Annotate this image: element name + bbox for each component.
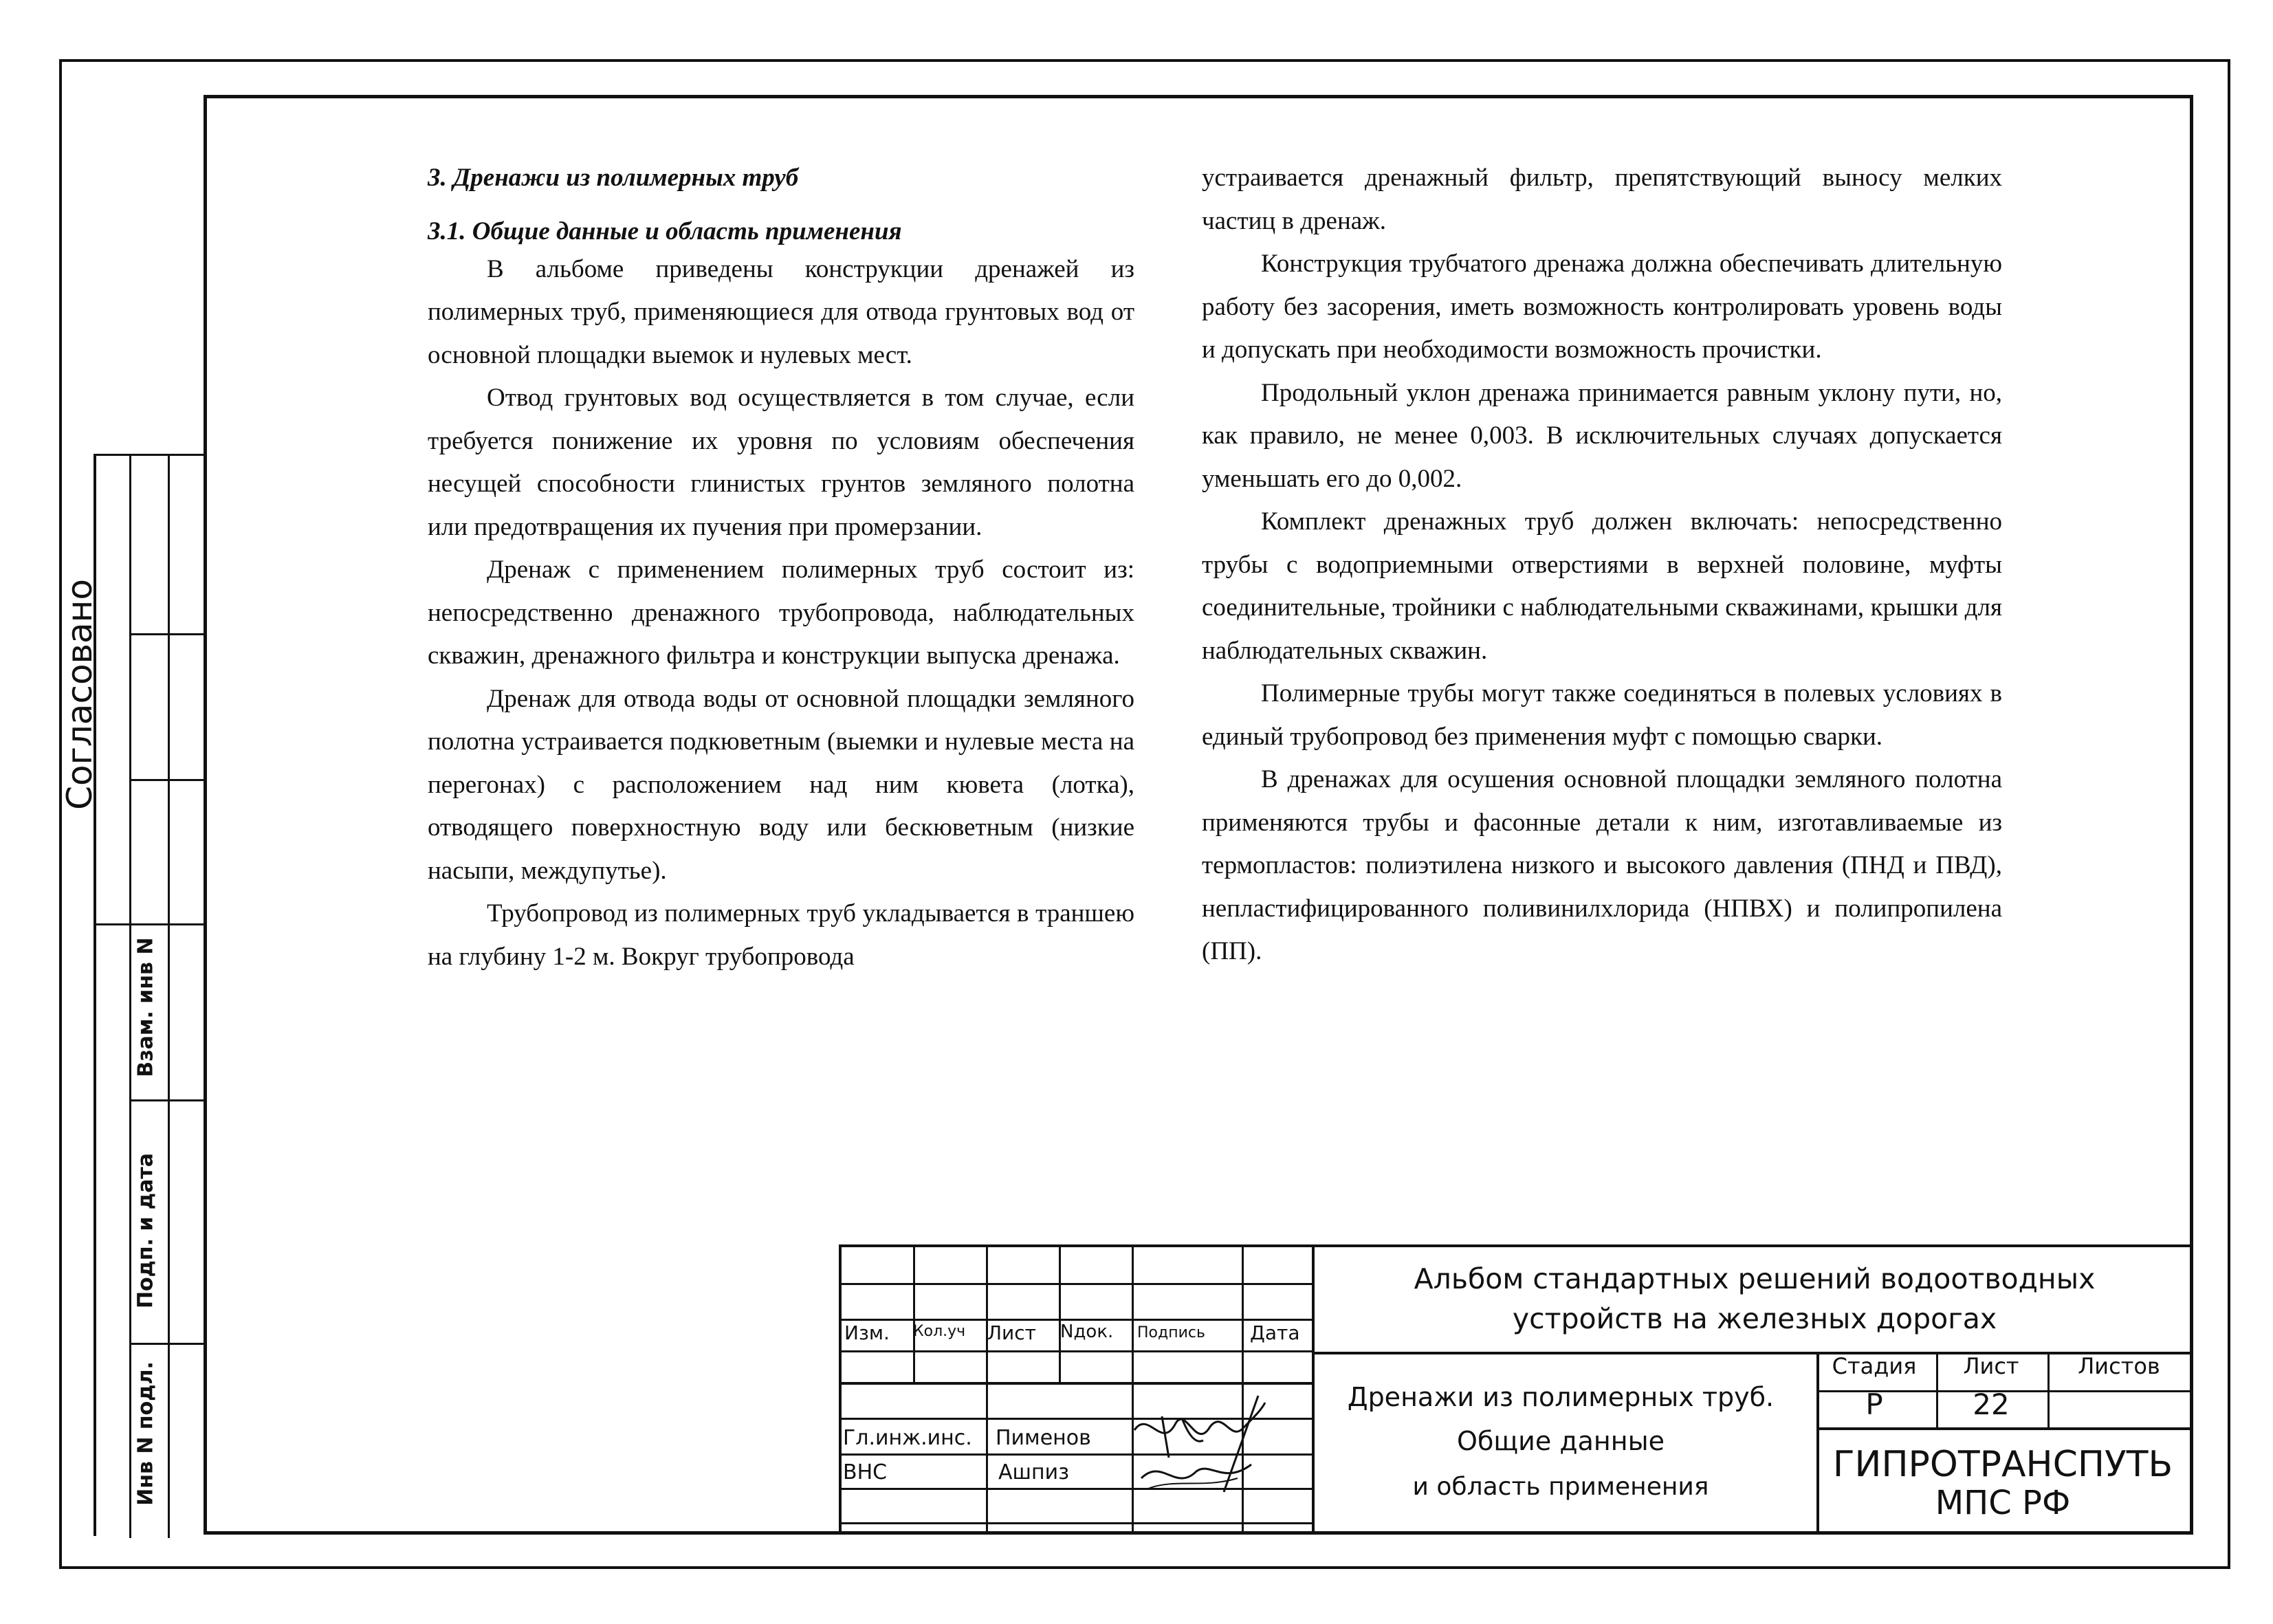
sign-date-label: Подп. и дата bbox=[133, 1152, 158, 1309]
name-pimenov: Пименов bbox=[996, 1426, 1091, 1450]
swap-inv-label: Взам. инв N bbox=[133, 937, 158, 1077]
header-sheet: Лист bbox=[987, 1321, 1036, 1344]
role-vns: ВНС bbox=[843, 1460, 888, 1484]
paragraph: Полимерные трубы могут также соединяться в полевых условиях в единый трубопровод без применения муфт с помощью сварки. bbox=[1202, 679, 2002, 751]
paragraph: Трубопровод из полимерных труб укладывается в траншею на глубину 1-2 м. Вокруг трубопровода bbox=[428, 899, 1134, 971]
header-qty: Кол.уч bbox=[913, 1323, 966, 1340]
sheet-label: Лист bbox=[1963, 1353, 2019, 1379]
sheets-label: Листов bbox=[2078, 1353, 2160, 1379]
left-text-column bbox=[428, 157, 1134, 978]
stage-value: Р bbox=[1865, 1387, 1883, 1421]
inv-orig-label: Инв N подл. bbox=[133, 1361, 158, 1506]
signature-scribble bbox=[1121, 1389, 1279, 1506]
header-date: Дата bbox=[1250, 1321, 1300, 1344]
org-line1: ГИПРОТРАНСПУТЬ bbox=[1832, 1444, 2173, 1485]
section-heading: 3. Дренажи из полимерных труб bbox=[428, 164, 799, 192]
paragraph: В дренажах для осушения основной площадки земляного полотна применяются трубы и фасонные детали к ним, изготавливаемые из термопластов: полиэтилена низкого и высокого давления (ПНД и ПВД), непластифицированного поливинилхлорида (НПВХ) и полипропилена (ПП). bbox=[1202, 765, 2002, 965]
header-signature: Подпись bbox=[1137, 1324, 1205, 1341]
paragraph: Продольный уклон дренажа принимается равным уклону пути, но, как правило, не менее 0,003. В исключительных случаях допускается уменьшать его до 0,002. bbox=[1202, 378, 2002, 493]
paragraph: Дренаж для отвода воды от основной площадки земляного полотна устраивается подкюветным (выемки и нулевые места на перегонах) с расположением над ним кювета (лотка), отводящего поверхностную воду или бескюветным (низкие насыпи, междупутье). bbox=[428, 684, 1134, 885]
sheet-title-line3: и область применения bbox=[1412, 1473, 1709, 1501]
header-doc: Nдок. bbox=[1060, 1321, 1114, 1342]
sheet-title-line1: Дренажи из полимерных труб. bbox=[1347, 1382, 1775, 1412]
approved-label: Согласовано bbox=[60, 579, 100, 810]
paragraph: Комплект дренажных труб должен включать: непосредственно трубы с водоприемными отверстиями в верхней половине, муфты соединительные, тройники с наблюдательными скважинами, крышки для наблюдательных скважин. bbox=[1202, 507, 2002, 665]
paragraph: Конструкция трубчатого дренажа должна обеспечивать длительную работу без засорения, иметь возможность контролировать уровень воды и допускать при необходимости возможность прочистки. bbox=[1202, 250, 2002, 364]
paragraph: Отвод грунтовых вод осуществляется в том случае, если требуется понижение их уровня по условиям обеспечения несущей способности глинистых грунтов земляного полотна или предотвращения их пучения при промерзании. bbox=[428, 384, 1134, 541]
paragraph: В альбоме приведены конструкции дренажей из полимерных труб, применяющиеся для отвода грунтовых вод от основной площадки выемок и нулевых мест. bbox=[428, 254, 1134, 369]
sheet-title-line2: Общие данные bbox=[1457, 1426, 1665, 1456]
org-line2: МПС РФ bbox=[1935, 1484, 2071, 1522]
stage-label: Стадия bbox=[1832, 1353, 1917, 1379]
paragraph: устраивается дренажный фильтр, препятствующий выносу мелких частиц в дренаж. bbox=[1202, 164, 2002, 235]
paragraph: Дренаж с применением полимерных труб состоит из: непосредственно дренажного трубопровода, наблюдательных скважин, дренажного фильтра и конструкции выпуска дренажа. bbox=[428, 556, 1134, 670]
subsection-heading: 3.1. Общие данные и область применения bbox=[428, 217, 902, 245]
album-title-line1: Альбом стандартных решений водоотводных bbox=[1414, 1262, 2096, 1295]
album-title-line2: устройств на железных дорогах bbox=[1512, 1302, 1997, 1335]
name-ashpiz: Ашпиз bbox=[998, 1460, 1070, 1484]
role-chief-engineer: Гл.инж.инс. bbox=[843, 1426, 972, 1450]
right-text-column bbox=[1202, 157, 2002, 974]
sheet-value: 22 bbox=[1973, 1387, 2010, 1421]
header-change: Изм. bbox=[844, 1321, 890, 1344]
